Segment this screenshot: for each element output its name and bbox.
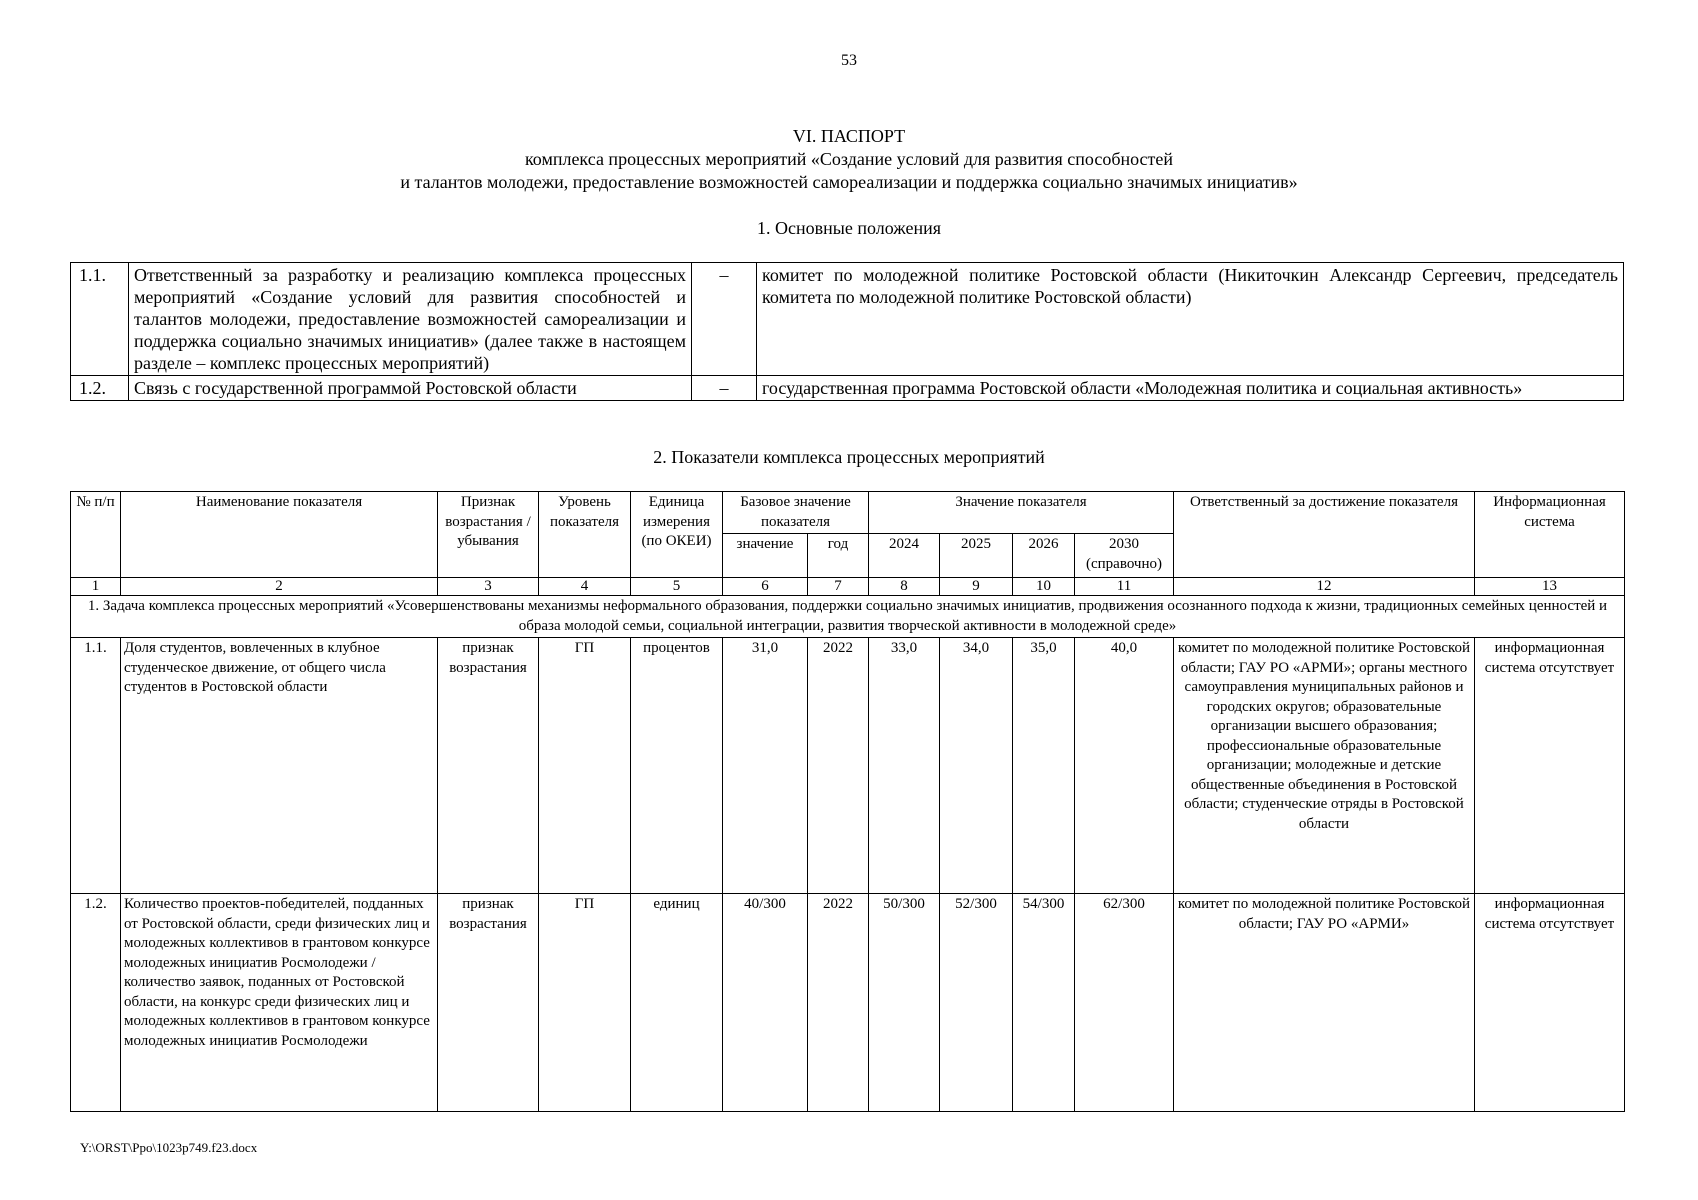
indicator-sign: признак возрастания <box>438 638 539 894</box>
table-row <box>71 376 1624 401</box>
indicator-2030: 40,0 <box>1075 638 1174 894</box>
indicator-num: 1.2. <box>71 894 121 1112</box>
header-sign: Признак возрастания /убывания <box>438 492 539 578</box>
header-2026: 2026 <box>1013 534 1075 578</box>
indicator-2026: 54/300 <box>1013 894 1075 1112</box>
header-responsible: Ответственный за достижение показателя <box>1174 492 1475 578</box>
main-provisions-table <box>70 262 1624 401</box>
column-number: 5 <box>631 578 723 596</box>
indicator-responsible: комитет по молодежной политике Ростовской области; ГАУ РО «АРМИ»; органы местного самоуправления муниципальных районов и городских округов; образовательные организации высшего образования; профессиональные образовательные организации; молодежные и детские общественные объединения в Ростовской области; студенческие отряды в Ростовской области <box>1174 638 1475 894</box>
header-row <box>71 492 1625 534</box>
indicator-2026: 35,0 <box>1013 638 1075 894</box>
header-2024: 2024 <box>869 534 940 578</box>
table-row <box>71 638 1625 894</box>
row-number: 1.1. <box>71 263 129 376</box>
header-base-value: значение <box>723 534 808 578</box>
column-number: 10 <box>1013 578 1075 596</box>
indicator-2025: 34,0 <box>940 638 1013 894</box>
section-title: VI. ПАСПОРТ <box>792 126 906 146</box>
column-number: 9 <box>940 578 1013 596</box>
row-dash: – <box>692 376 757 401</box>
column-number: 12 <box>1174 578 1475 596</box>
table-row <box>71 263 1624 376</box>
header-base-year: год <box>808 534 869 578</box>
part1-heading: 1. Основные положения <box>757 218 941 238</box>
header-2025: 2025 <box>940 534 1013 578</box>
header-base: Базовое значение показателя <box>723 492 869 534</box>
header-name: Наименование показателя <box>121 492 438 578</box>
indicator-responsible: комитет по молодежной политике Ростовской области; ГАУ РО «АРМИ» <box>1174 894 1475 1112</box>
indicator-unit: единиц <box>631 894 723 1112</box>
indicator-num: 1.1. <box>71 638 121 894</box>
header-values: Значение показателя <box>869 492 1174 534</box>
header-2030: 2030 (справочно) <box>1075 534 1174 578</box>
row-label: Связь с государственной программой Ростовской области <box>129 376 692 401</box>
column-number: 6 <box>723 578 808 596</box>
task-description: 1. Задача комплекса процессных мероприятий «Усовершенствованы механизмы неформального образования, поддержки социально значимых инициатив, продвижения осознанного подхода к жизни, традиционных семейных ценностей и образа молодой семьи, социальной интеграции, развития творческой активности в молодежной среде» <box>71 596 1625 638</box>
column-number: 2 <box>121 578 438 596</box>
task-row <box>71 596 1625 638</box>
indicator-system: информационная система отсутствует <box>1475 638 1625 894</box>
column-number: 11 <box>1075 578 1174 596</box>
page-number: 53 <box>841 52 857 69</box>
indicator-sign: признак возрастания <box>438 894 539 1112</box>
column-number: 3 <box>438 578 539 596</box>
table-row <box>71 894 1625 1112</box>
row-number: 1.2. <box>71 376 129 401</box>
indicator-2024: 33,0 <box>869 638 940 894</box>
indicator-name: Доля студентов, вовлеченных в клубное студенческое движение, от общего числа студентов в Ростовской области <box>121 638 438 894</box>
row-value: государственная программа Ростовской области «Молодежная политика и социальная активность» <box>757 376 1624 401</box>
indicator-base-value: 40/300 <box>723 894 808 1112</box>
part2-heading: 2. Показатели комплекса процессных мероприятий <box>653 447 1045 467</box>
indicator-base-value: 31,0 <box>723 638 808 894</box>
header-system: Информационная система <box>1475 492 1625 578</box>
indicators-table <box>70 491 1625 1112</box>
column-number: 8 <box>869 578 940 596</box>
indicator-level: ГП <box>539 894 631 1112</box>
row-dash: – <box>692 263 757 376</box>
section-subtitle-line2: и талантов молодежи, предоставление возможностей самореализации и поддержка социально значимых инициатив» <box>400 172 1298 192</box>
indicator-base-year: 2022 <box>808 638 869 894</box>
column-numbers-row <box>71 578 1625 596</box>
file-path-footer: Y:\ORST\Ppo\1023p749.f23.docx <box>80 1140 258 1155</box>
indicator-2030: 62/300 <box>1075 894 1174 1112</box>
indicator-unit: процентов <box>631 638 723 894</box>
indicator-system: информационная система отсутствует <box>1475 894 1625 1112</box>
header-num: № п/п <box>71 492 121 578</box>
section-subtitle-line1: комплекса процессных мероприятий «Создание условий для развития способностей <box>524 149 1174 169</box>
row-label: Ответственный за разработку и реализацию комплекса процессных мероприятий «Создание условий для развития способностей и талантов молодежи, предоставление возможностей самореализации и поддержка социально значимых инициатив» (далее также в настоящем разделе – комплекс процессных мероприятий) <box>129 263 692 376</box>
column-number: 7 <box>808 578 869 596</box>
indicator-2025: 52/300 <box>940 894 1013 1112</box>
indicator-2024: 50/300 <box>869 894 940 1112</box>
indicator-level: ГП <box>539 638 631 894</box>
header-level: Уровень показателя <box>539 492 631 578</box>
row-value: комитет по молодежной политике Ростовской области (Никиточкин Александр Сергеевич, председатель комитета по молодежной политике Ростовской области) <box>757 263 1624 376</box>
column-number: 1 <box>71 578 121 596</box>
column-number: 4 <box>539 578 631 596</box>
indicator-name: Количество проектов-победителей, подданных от Ростовской области, среди физических лиц и молодежных коллективов в грантовом конкурсе молодежных инициатив Росмолодежи / количество заявок, поданных от Ростовской области, на конкурс среди физических лиц и молодежных коллективов в грантовом конкурсе молодежных инициатив Росмолодежи <box>121 894 438 1112</box>
column-number: 13 <box>1475 578 1625 596</box>
header-unit: Единица измерения (по ОКЕИ) <box>631 492 723 578</box>
indicator-base-year: 2022 <box>808 894 869 1112</box>
